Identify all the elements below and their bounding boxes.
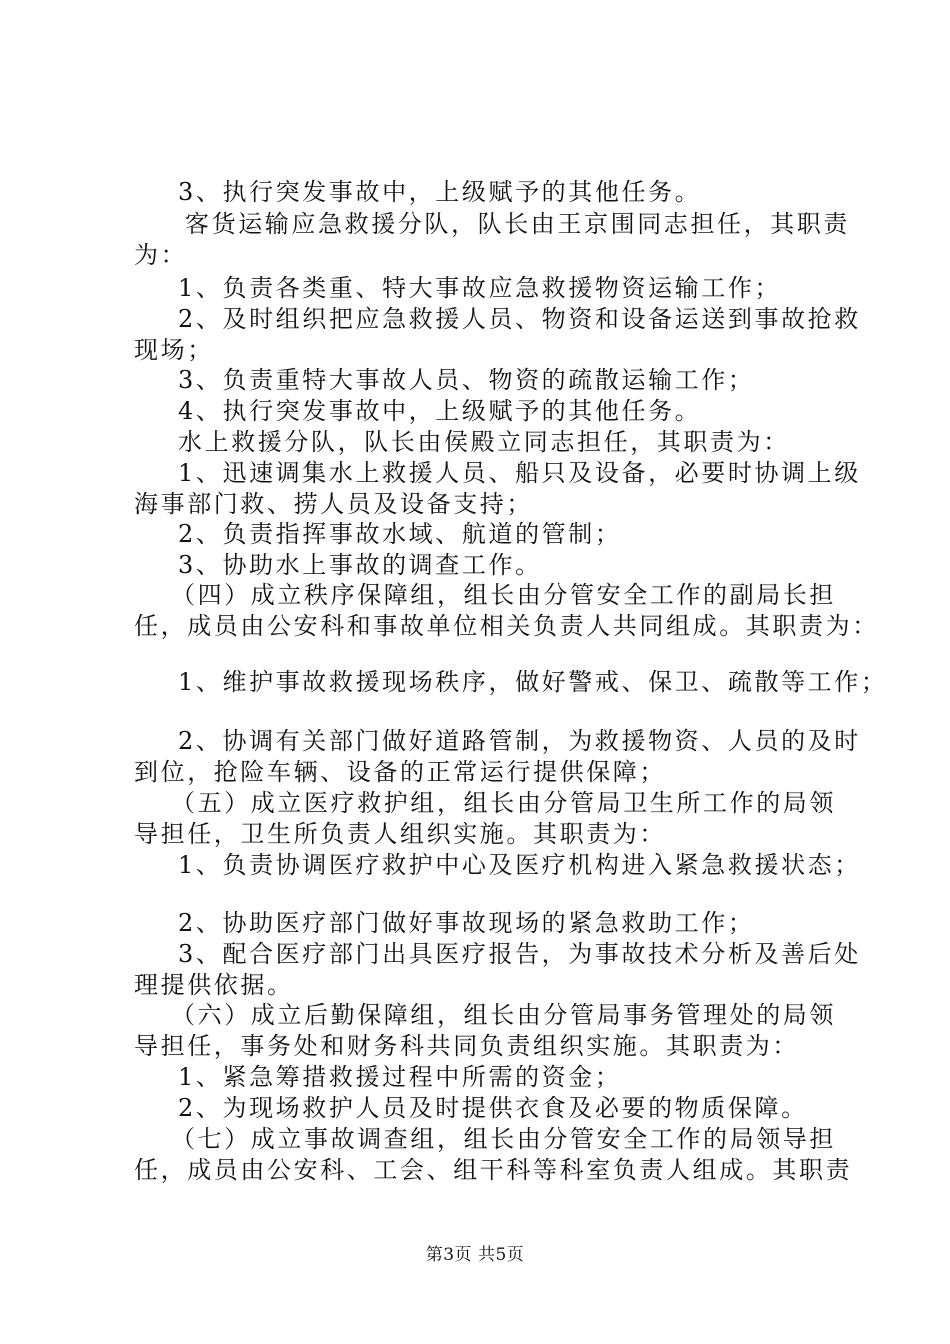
text-line: 3、执行突发事故中，上级赋予的其他任务。 bbox=[178, 178, 702, 206]
text-line: 2、负责指挥事故水域、航道的管制； bbox=[178, 520, 622, 548]
text-line: 1、负责协调医疗救护中心及医疗机构进入紧急救援状态； bbox=[178, 851, 861, 879]
text-line: 2、协调有关部门做好道路管制，为救援物资、人员的及时 bbox=[178, 727, 861, 755]
text-line: （五）成立医疗救护组，组长由分管局卫生所工作的局领 bbox=[171, 789, 836, 817]
text-line: 2、协助医疗部门做好事故现场的紧急救助工作； bbox=[178, 909, 755, 937]
text-line: 2、为现场救护人员及时提供衣食及必要的物质保障。 bbox=[178, 1094, 808, 1122]
text-line: 3、负责重特大事故人员、物资的疏散运输工作； bbox=[178, 366, 755, 394]
text-line: 1、负责各类重、特大事故应急救援物资运输工作； bbox=[178, 274, 782, 302]
page-number-footer: 第3页 共5页 bbox=[425, 1245, 525, 1265]
text-line: 客货运输应急救援分队，队长由王京围同志担任，其职责 bbox=[185, 210, 850, 238]
text-line: 1、维护事故救援现场秩序，做好警戒、保卫、疏散等工作； bbox=[178, 668, 888, 696]
text-line: 为： bbox=[134, 241, 188, 269]
text-line: 3、配合医疗部门出具医疗报告，为事故技术分析及善后处 bbox=[178, 940, 861, 968]
text-line: 1、紧急筹措救援过程中所需的资金； bbox=[178, 1063, 622, 1091]
text-line: 现场； bbox=[134, 336, 214, 364]
text-line: 理提供依据。 bbox=[134, 971, 294, 999]
text-line: 4、执行突发事故中，上级赋予的其他任务。 bbox=[178, 397, 702, 425]
text-line: 1、迅速调集水上救援人员、船只及设备，必要时协调上级 bbox=[178, 459, 861, 487]
text-line: 导担任，事务处和财务科共同负责组织实施。其职责为： bbox=[134, 1032, 799, 1060]
text-line: 海事部门救、捞人员及设备支持； bbox=[134, 490, 533, 518]
text-line: 任，成员由公安科、工会、组干科等科室负责人组成。其职责 bbox=[134, 1156, 853, 1184]
text-line: 到位，抢险车辆、设备的正常运行提供保障； bbox=[134, 758, 666, 786]
text-line: 2、及时组织把应急救援人员、物资和设备运送到事故抢救 bbox=[178, 305, 861, 333]
text-line: 3、协助水上事故的调查工作。 bbox=[178, 551, 542, 579]
text-line: 任，成员由公安科和事故单位相关负责人共同组成。其职责为： bbox=[134, 612, 879, 640]
text-line: （四）成立秩序保障组，组长由分管安全工作的副局长担 bbox=[171, 581, 836, 609]
text-line: （七）成立事故调查组，组长由分管安全工作的局领导担 bbox=[171, 1125, 836, 1153]
text-line: 水上救援分队，队长由侯殿立同志担任，其职责为： bbox=[178, 428, 790, 456]
text-line: （六）成立后勤保障组，组长由分管局事务管理处的局领 bbox=[171, 1001, 836, 1029]
text-line: 导担任，卫生所负责人组织实施。其职责为： bbox=[134, 820, 666, 848]
